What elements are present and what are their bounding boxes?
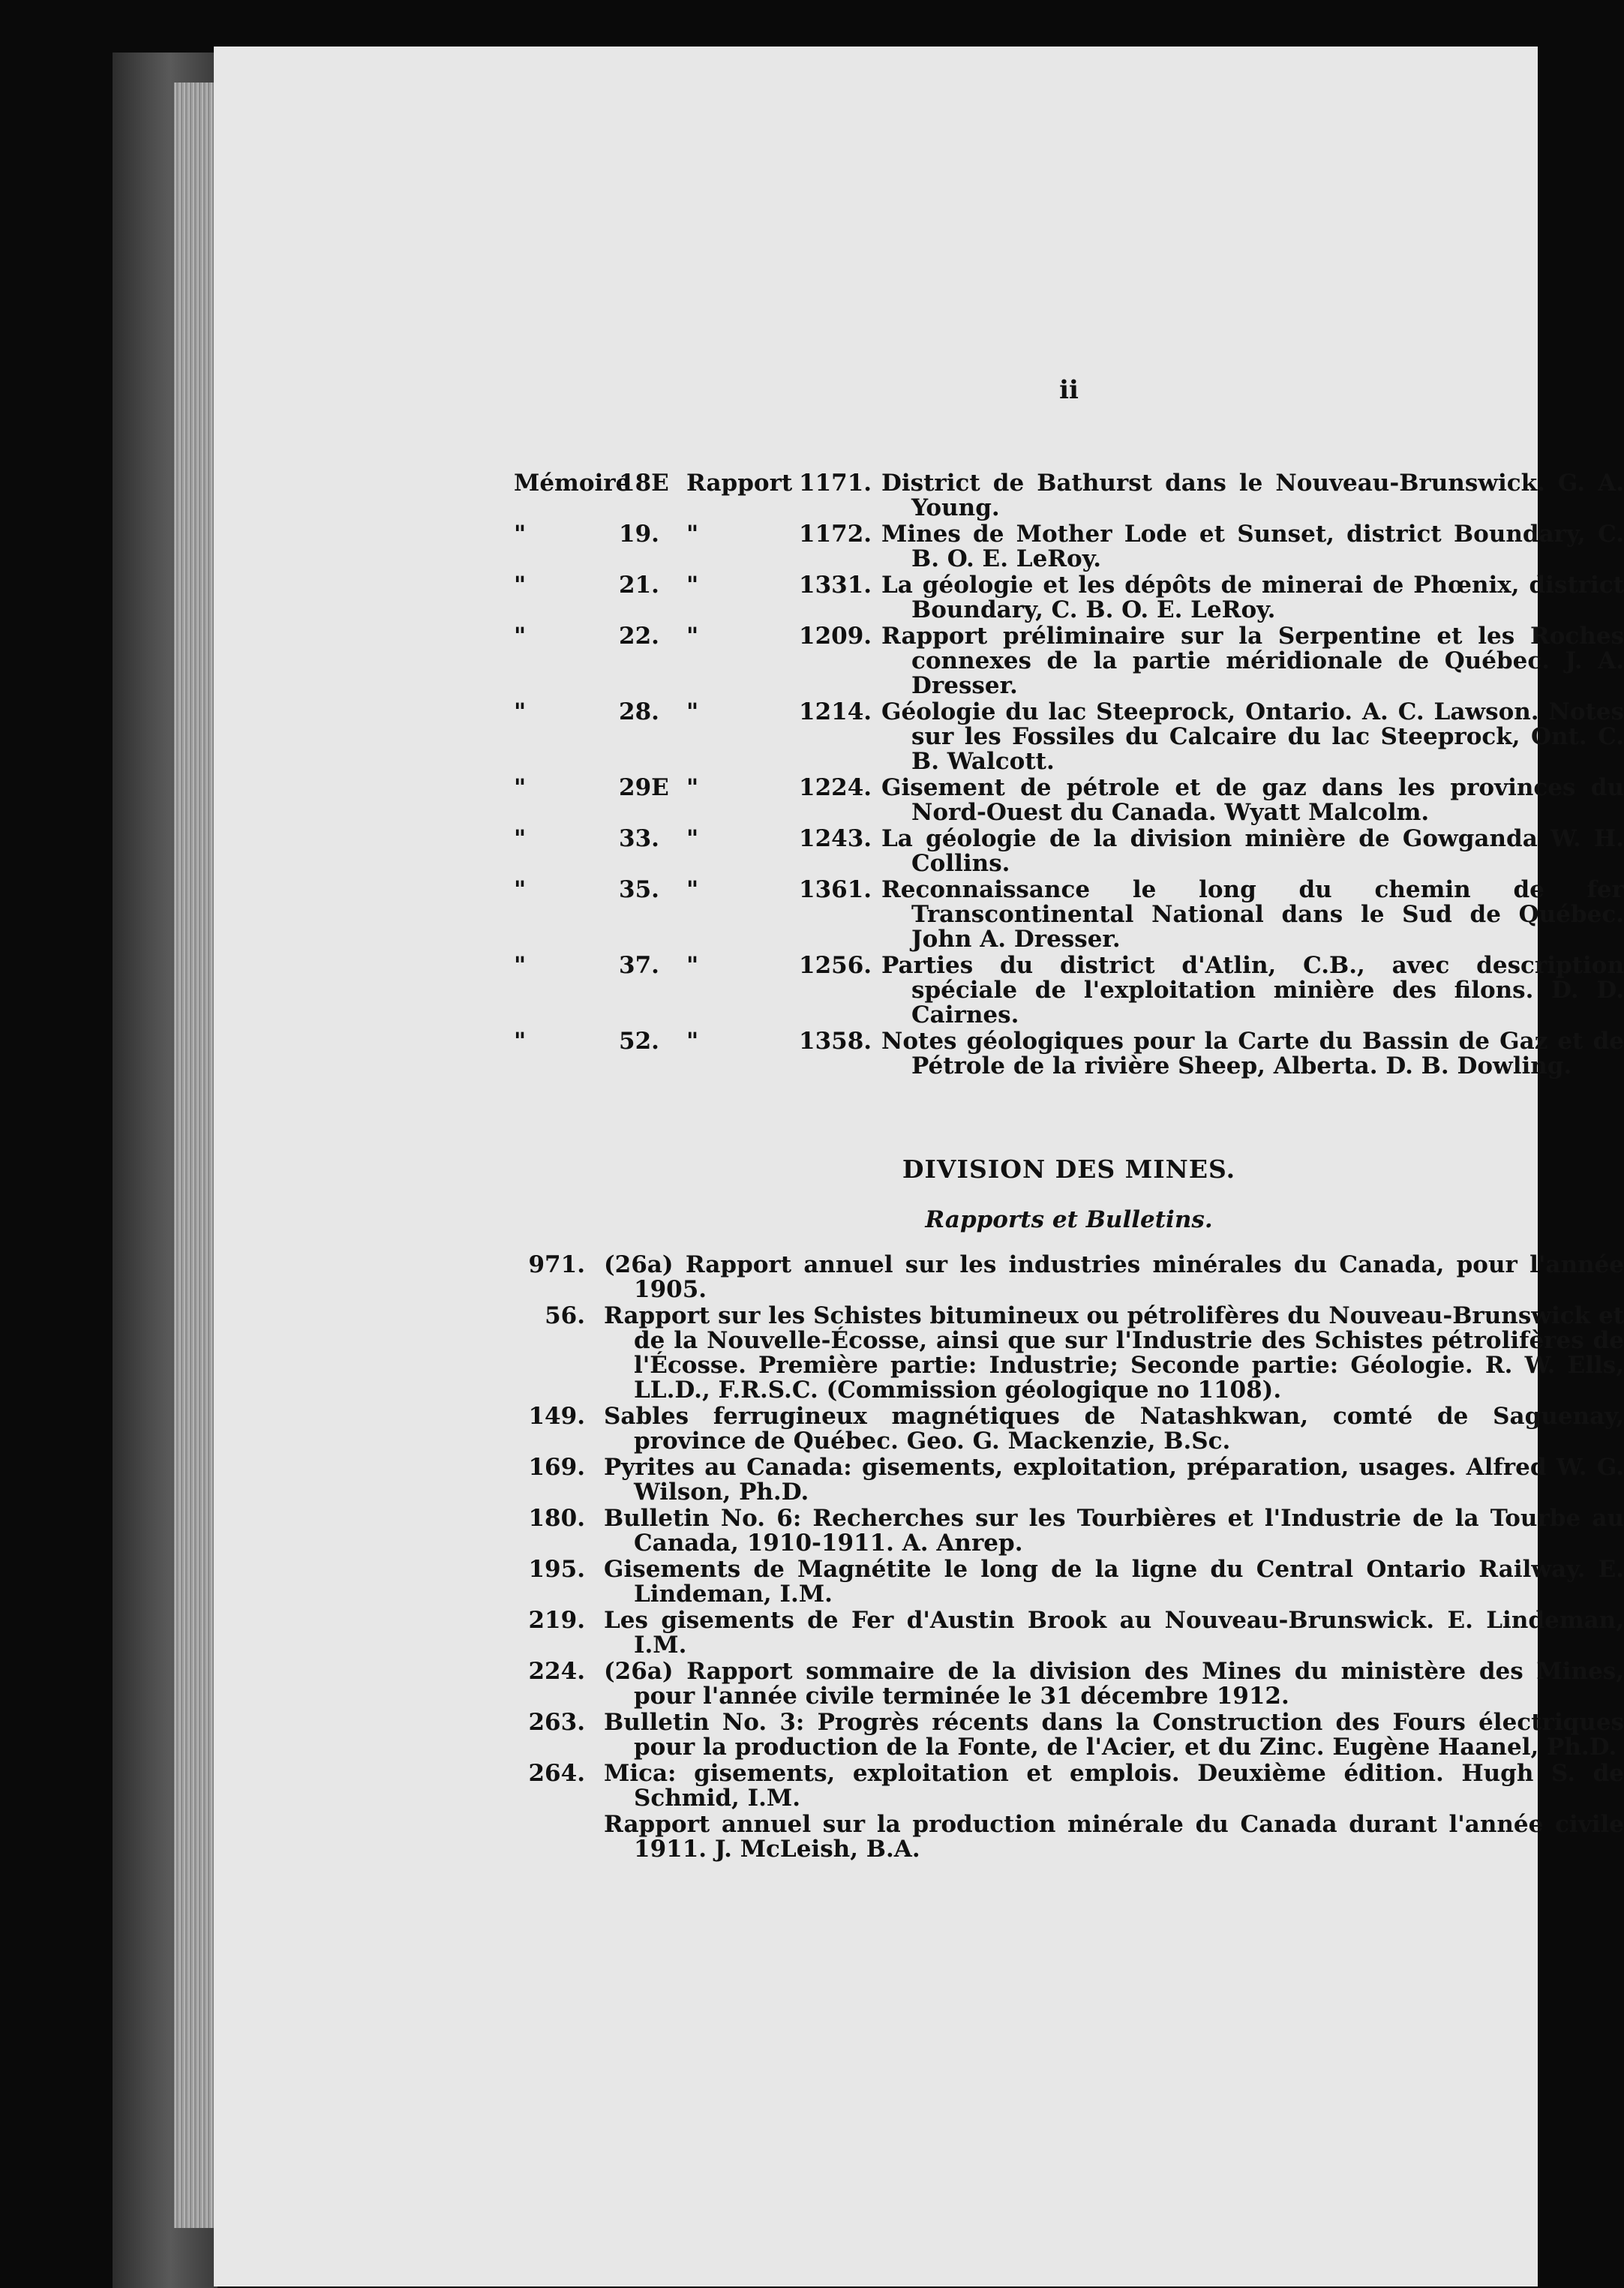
report-row: [514, 1659, 1624, 1709]
report-list: [514, 1253, 1624, 1863]
report-number: 971.: [528, 1251, 585, 1278]
memoire-number: 33.: [619, 825, 659, 852]
memoire-row: [514, 776, 1624, 825]
memoire-row: [514, 878, 1624, 952]
memoire-number: 19.: [619, 521, 659, 548]
memoire-description: Parties du district d'Atlin, C.B., avec description spéciale de l'exploitation minière des filons. D. D. Cairnes.: [881, 952, 1624, 1028]
report-label: ": [686, 825, 699, 852]
report-number: 169.: [528, 1454, 585, 1481]
report-number: 219.: [528, 1607, 585, 1634]
section-subtitle: Rapports et Bulletins.: [925, 1206, 1213, 1233]
report-number: 263.: [528, 1709, 585, 1736]
memoire-row: [514, 700, 1624, 774]
report-number: 195.: [528, 1556, 585, 1583]
memoire-series-label: ": [514, 774, 527, 801]
memoire-row: [514, 1029, 1624, 1079]
report-number: 1171.: [799, 470, 872, 497]
memoire-list: [514, 471, 1624, 1080]
memoire-description: Géologie du lac Steeprock, Ontario. A. C. Lawson. Notes sur les Fossiles du Calcaire du lac Steeprock, Ont. C. B. Walcott.: [881, 698, 1624, 775]
report-label: ": [686, 623, 699, 650]
memoire-description: La géologie et les dépôts de minerai de Phœnix, district Boundary, C. B. O. E. LeRoy.: [881, 572, 1624, 623]
memoire-number: 29E: [619, 774, 669, 801]
memoire-number: 21.: [619, 572, 659, 599]
memoire-number: 22.: [619, 623, 659, 650]
report-description: Les gisements de Fer d'Austin Brook au Nouveau-Brunswick. E. Lindeman, I.M.: [604, 1607, 1624, 1659]
report-row: [514, 1710, 1624, 1760]
memoire-number: 52.: [619, 1028, 659, 1055]
report-number: 1361.: [799, 876, 872, 903]
memoire-description: Reconnaissance le long du chemin de fer Transcontinental National dans le Sud de Québec. John A. Dresser.: [881, 876, 1624, 953]
page-number: ii: [1059, 375, 1079, 405]
memoire-description: Notes géologiques pour la Carte du Bassin de Gaz et de Pétrole de la rivière Sheep, Alberta. D. B. Dowling.: [881, 1028, 1624, 1079]
report-row: [514, 1557, 1624, 1607]
report-number: 1243.: [799, 825, 872, 852]
report-number: 264.: [528, 1760, 585, 1787]
report-description: Pyrites au Canada: gisements, exploitation, préparation, usages. Alfred W. G. Wilson, Ph.D.: [604, 1454, 1624, 1506]
report-label: ": [686, 876, 699, 903]
report-row: [514, 1404, 1624, 1454]
memoire-number: 37.: [619, 952, 659, 979]
report-number: 1224.: [799, 774, 872, 801]
report-number: 1214.: [799, 698, 872, 725]
report-number: 1172.: [799, 521, 872, 548]
report-row: [514, 1455, 1624, 1505]
memoire-row: [514, 624, 1624, 698]
memoire-series-label: ": [514, 623, 527, 650]
report-number: 56.: [545, 1302, 585, 1329]
report-description: Mica: gisements, exploitation et emplois. Deuxième édition. Hugh S. de Schmid, I.M.: [604, 1760, 1624, 1812]
memoire-series-label: ": [514, 698, 527, 725]
memoire-row: [514, 953, 1624, 1028]
report-description: Bulletin No. 6: Recherches sur les Tourbières et l'Industrie de la Tourbe au Canada, 1910-1911. A. Anrep.: [604, 1505, 1624, 1557]
report-row: [514, 1506, 1624, 1556]
report-label: ": [686, 698, 699, 725]
report-label: ": [686, 952, 699, 979]
memoire-row: [514, 573, 1624, 623]
report-label: ": [686, 521, 699, 548]
memoire-row: [514, 827, 1624, 876]
report-row: [514, 1761, 1624, 1811]
memoire-number: 28.: [619, 698, 659, 725]
memoire-description: Rapport préliminaire sur la Serpentine et les Roches connexes de la partie méridionale de Québec. J. A. Dresser.: [881, 623, 1624, 699]
report-description: Sables ferrugineux magnétiques de Natashkwan, comté de Saguenay, province de Québec. Geo. G. Mackenzie, B.Sc.: [604, 1403, 1624, 1455]
memoire-description: Gisement de pétrole et de gaz dans les provinces du Nord-Ouest du Canada. Wyatt Malcolm.: [881, 774, 1624, 826]
section-title: DIVISION DES MINES.: [902, 1155, 1236, 1184]
report-label: ": [686, 1028, 699, 1055]
report-description: Gisements de Magnétite le long de la ligne du Central Ontario Railway. E. Lindeman, I.M.: [604, 1556, 1624, 1608]
report-number: 1358.: [799, 1028, 872, 1055]
report-row: [514, 1608, 1624, 1658]
report-number: 180.: [528, 1505, 585, 1532]
report-description: Bulletin No. 3: Progrès récents dans la Construction des Fours électriques pour la production de la Fonte, de l'Acier, et du Zinc. Eugène Haanel, Ph.D.: [604, 1709, 1624, 1761]
report-number: 1256.: [799, 952, 872, 979]
report-label: ": [686, 572, 699, 599]
report-description: (26a) Rapport annuel sur les industries minérales du Canada, pour l'année 1905.: [604, 1251, 1624, 1303]
memoire-series-label: Mémoire: [514, 470, 631, 497]
memoire-description: La géologie de la division minière de Gowganda W. H. Collins.: [881, 825, 1624, 877]
report-description: Rapport annuel sur la production minérale du Canada durant l'année civile 1911. J. McLeish, B.A.: [604, 1811, 1624, 1863]
report-row: [514, 1304, 1624, 1403]
memoire-series-label: ": [514, 876, 527, 903]
document-page: [214, 47, 1624, 2286]
report-label: Rapport: [686, 470, 793, 497]
memoire-series-label: ": [514, 572, 527, 599]
report-row: [514, 1812, 1624, 1862]
report-number: 224.: [528, 1658, 585, 1685]
report-number: 149.: [528, 1403, 585, 1430]
report-number: 1209.: [799, 623, 872, 650]
memoire-series-label: ": [514, 825, 527, 852]
memoire-number: 35.: [619, 876, 659, 903]
report-description: (26a) Rapport sommaire de la division des Mines du ministère des Mines, pour l'année civile terminée le 31 décembre 1912.: [604, 1658, 1624, 1710]
memoire-series-label: ": [514, 521, 527, 548]
memoire-row: [514, 471, 1624, 521]
report-number: 1331.: [799, 572, 872, 599]
memoire-series-label: ": [514, 1028, 527, 1055]
memoire-description: District de Bathurst dans le Nouveau-Brunswick. G. A. Young.: [881, 470, 1624, 521]
memoire-series-label: ": [514, 952, 527, 979]
memoire-description: Mines de Mother Lode et Sunset, district Boundary, C. B. O. E. LeRoy.: [881, 521, 1624, 572]
report-description: Rapport sur les Schistes bitumineux ou pétrolifères du Nouveau-Brunswick et de la Nouvelle-Écosse, ainsi que sur l'Industrie des Schistes pétrolifères de l'Écosse. Première partie: Industrie; Seconde partie: Géologie. R. W. Ells, LL.D., F.R.S.C. (Commission géologique no 1108).: [604, 1302, 1624, 1404]
memoire-number: 18E: [619, 470, 669, 497]
memoire-row: [514, 522, 1624, 572]
report-row: [514, 1253, 1624, 1302]
report-label: ": [686, 774, 699, 801]
